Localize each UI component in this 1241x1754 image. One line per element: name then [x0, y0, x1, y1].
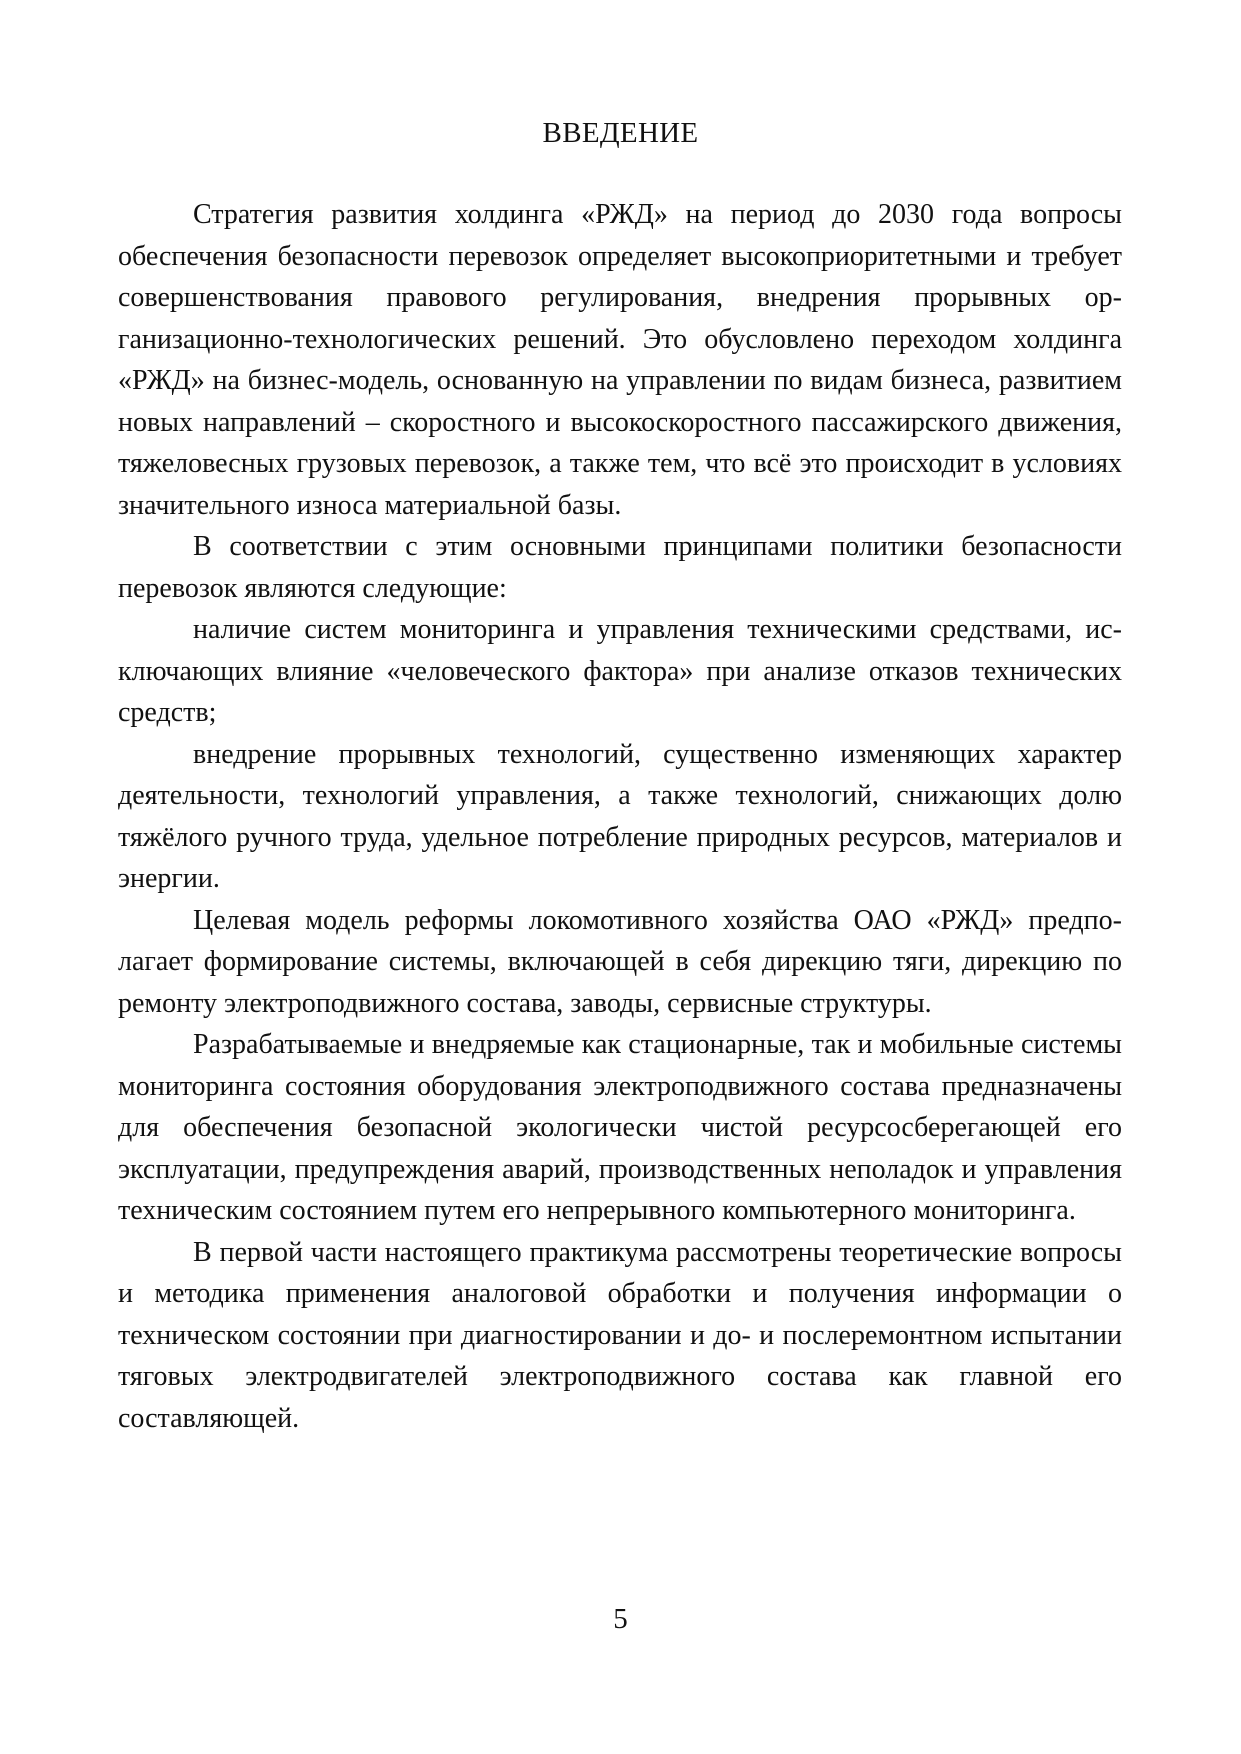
paragraph-target-model: Целевая модель реформы локомотивного хозяйства ОАО «РЖД» предполагает формирование системы, включающей в себя дирекцию тяги, дирекцию по ремонту электроподвижного состава, заводы, сервисные структуры. [118, 904, 1122, 1019]
paragraph-strategy: Стратегия развития холдинга «РЖД» на период до 2030 года вопросы обеспечения безопасности перевозок определяет высокоприоритетными и требует совершенствования правового регулирования, внедрения прорывных организационно-технологических решений. Это обусловлено переходом холдинга «РЖД» на бизнес-модель, основанную на управлении по видам бизнеса, развитием новых направлений – скоростного и высокоскоростного пассажирского движения, тяжеловесных грузовых перевозок, а также тем, что всё это происходит в условиях значительного износа материальной базы. [118, 199, 1122, 521]
paragraph-principle-monitoring: наличие систем мониторинга и управления техническими средствами, исключающих влияние «человеческого фактора» при анализе отказов технических средств; [118, 614, 1122, 728]
paragraph-monitoring-systems: Разрабатываемые и внедряемые как стационарные, так и мобильные системы мониторинга состояния оборудования электроподвижного состава предназначены для обеспечения безопасной экологически чистой ресурсосберегающей его эксплуатации, предупреждения аварий, производственных неполадок и управления техническим состоянием путем его непрерывного компьютерного мониторинга. [118, 1029, 1122, 1226]
page-number: 5 [613, 1603, 628, 1635]
paragraph-principles-intro: В соответствии с этим основными принципами политики безопасности перевозок являются следующие: [118, 531, 1122, 604]
page-title: ВВЕДЕНИЕ [542, 117, 699, 149]
paragraph-first-part: В первой части настоящего практикума рассмотрены теоретические вопросы и методика применения аналоговой обработки и получения информации о техническом состоянии при диагностировании и до- и послеремонтном испытании тяговых электродвигателей электроподвижного состава как главной его составляющей. [118, 1236, 1122, 1434]
paragraph-principle-technologies: внедрение прорывных технологий, существенно изменяющих характер деятельности, технологий управления, а также технологий, снижающих долю тяжёлого ручного труда, удельное потребление природных ресурсов, материалов и энергии. [118, 738, 1122, 894]
document-body [118, 194, 1122, 1439]
